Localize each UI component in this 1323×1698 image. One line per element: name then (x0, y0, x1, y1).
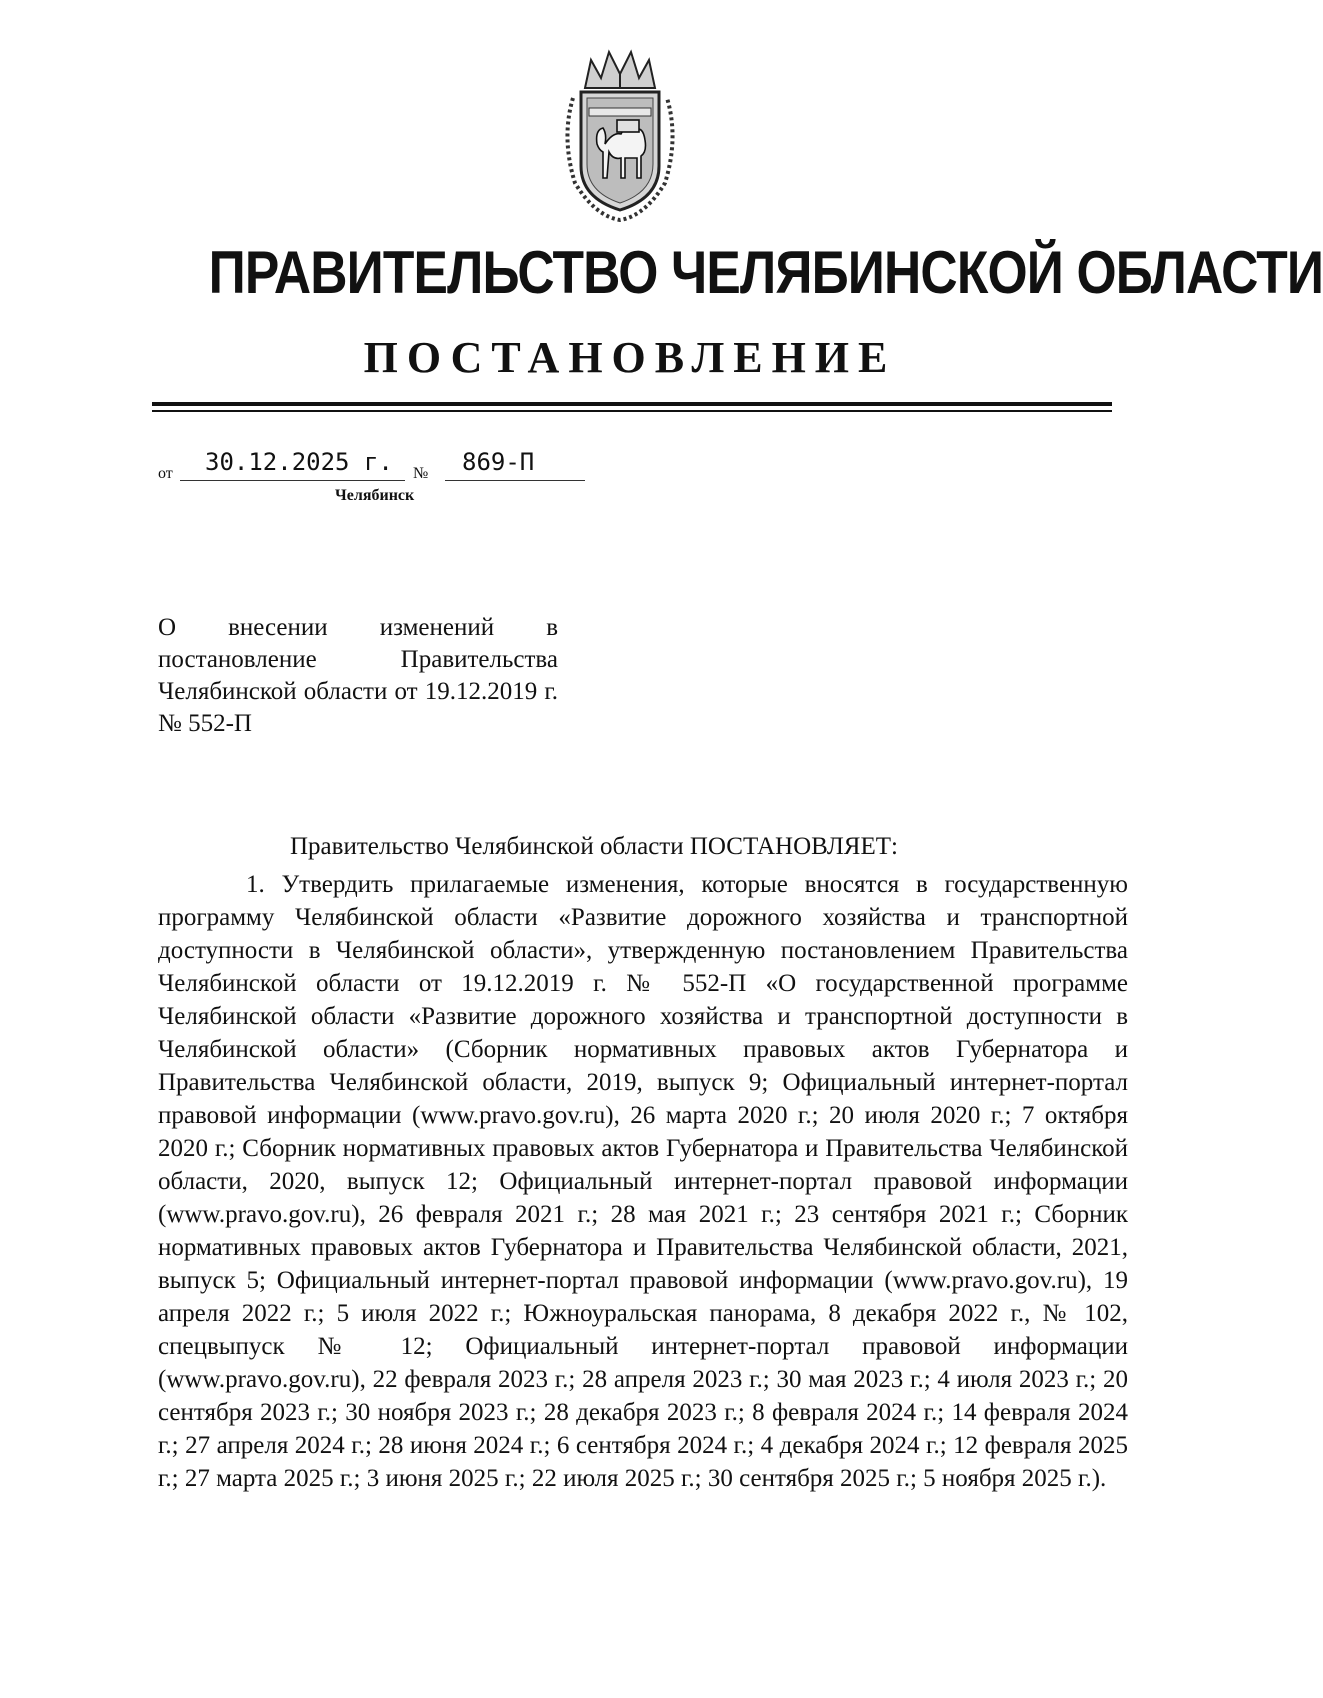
preamble: Правительство Челябинской области ПОСТАНОВЛЯЕТ: (290, 833, 898, 860)
document-type: ПОСТАНОВЛЕНИЕ (363, 333, 897, 382)
header-rule-thick (152, 402, 1112, 406)
crown-icon (585, 52, 655, 88)
date-label: от (158, 465, 173, 482)
coat-of-arms-emblem (555, 48, 685, 223)
document-subject: О внесении изменений в постановление Правительства Челябинской области от 19.12.2019 г. № 552-П (158, 614, 558, 737)
camel-icon (597, 120, 646, 178)
document-number: 869-П (462, 448, 535, 476)
number-label: № (413, 465, 429, 482)
header-rule-thin (152, 410, 1112, 412)
document-date: 30.12.2025 г. (205, 448, 393, 476)
date-underline (180, 480, 405, 481)
number-underline (445, 480, 585, 481)
paragraph-item-1: 1. Утвердить прилагаемые изменения, которые вносятся в государственную программу Челябинской области «Развитие дорожного хозяйства и транспортной доступности в Челябинской области», утвержденную постановлением Правительства Челябинской области от 19.12.2019 г. № 552-П «О государственной программе Челябинской области «Развитие дорожного хозяйства и транспортной доступности в Челябинской области» (Сборник нормативных правовых актов Губернатора и Правительства Челябинской области, 2019, выпуск 9; Официальный интернет-портал правовой информации (www.pravo.gov.ru), 26 марта 2020 г.; 20 июля 2020 г.; 7 октября 2020 г.; Сборник нормативных правовых актов Губернатора и Правительства Челябинской области, 2020, выпуск 12; Официальный интернет-портал правовой информации (www.pravo.gov.ru), 26 февраля 2021 г.; 28 мая 2021 г.; 23 сентября 2021 г.; Сборник нормативных правовых актов Губернатора и Правительства Челябинской области, 2021, выпуск 5; Официальный интернет-портал правовой информации (www.pravo.gov.ru), 19 апреля 2022 г.; 5 июля 2022 г.; Южноуральская панорама, 8 декабря 2022 г., № 102, спецвыпуск № 12; Официальный интернет-портал правовой информации (www.pravo.gov.ru), 22 февраля 2023 г.; 28 апреля 2023 г.; 30 мая 2023 г.; 4 июля 2023 г.; 20 сентября 2023 г.; 30 ноября 2023 г.; 28 декабря 2023 г.; 8 февраля 2024 г.; 14 февраля 2024 г.; 27 апреля 2024 г.; 28 июня 2024 г.; 6 сентября 2024 г.; 4 декабря 2024 г.; 12 февраля 2025 г.; 27 марта 2025 г.; 3 июня 2025 г.; 22 июля 2025 г.; 30 сентября 2025 г.; 5 ноября 2025 г.). (158, 871, 1128, 1492)
city-name: Челябинск (335, 487, 415, 504)
organization-title: ПРАВИТЕЛЬСТВО ЧЕЛЯБИНСКОЙ ОБЛАСТИ (208, 239, 1323, 306)
